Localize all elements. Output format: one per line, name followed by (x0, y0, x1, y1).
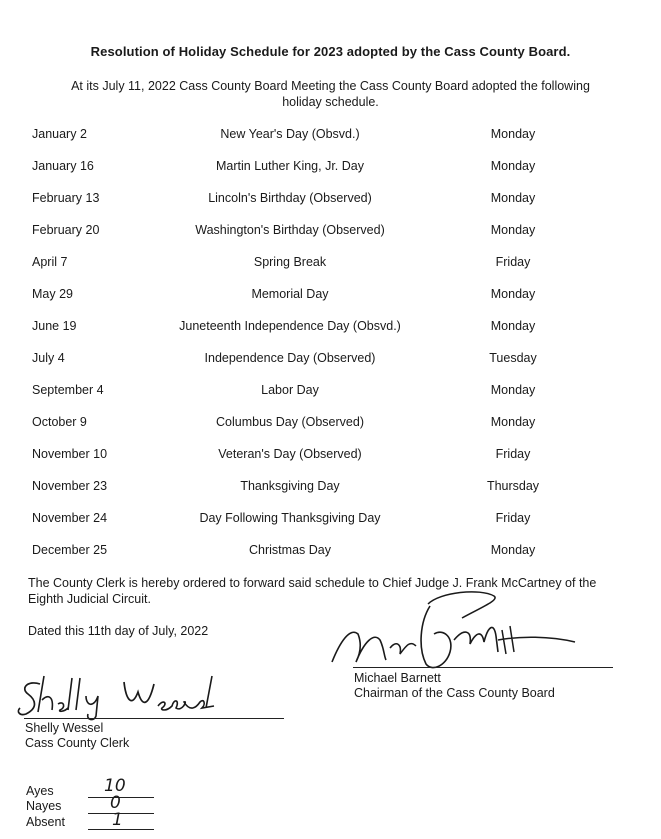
holiday-weekday: Friday (495, 511, 531, 525)
holiday-date: September 4 (32, 383, 104, 397)
holiday-date: January 16 (32, 159, 94, 173)
holiday-weekday: Friday (495, 255, 531, 269)
holiday-weekday: Monday (490, 319, 536, 333)
holiday-name: Martin Luther King, Jr. Day (216, 159, 364, 173)
holiday-name: Columbus Day (Observed) (216, 415, 364, 429)
holiday-weekday: Monday (490, 159, 536, 173)
holiday-row (0, 511, 661, 529)
holiday-weekday: Thursday (486, 479, 540, 493)
holiday-date: December 25 (32, 543, 108, 557)
clerk-name: Shelly Wessel (25, 721, 104, 735)
clerk-signature-line (24, 718, 284, 719)
holiday-name: Lincoln's Birthday (Observed) (208, 191, 372, 205)
holiday-row (0, 479, 661, 497)
chairman-name: Michael Barnett (354, 671, 441, 685)
chairman-signature-line (353, 667, 613, 668)
holiday-weekday: Monday (490, 543, 536, 557)
vote-value-ayes: 10 (104, 776, 126, 796)
holiday-row (0, 191, 661, 209)
vote-line-ayes (88, 797, 154, 798)
holiday-date: November 10 (32, 447, 108, 461)
holiday-row (0, 447, 661, 465)
dated-line: Dated this 11th day of July, 2022 (28, 624, 209, 638)
document-title: Resolution of Holiday Schedule for 2023 adopted by the Cass County Board. (90, 44, 571, 59)
vote-label-ayes: Ayes (26, 784, 54, 798)
vote-label-nayes: Nayes (26, 799, 62, 813)
chairman-title: Chairman of the Cass County Board (354, 686, 555, 700)
chairman-signature (330, 582, 580, 672)
holiday-name: Thanksgiving Day (240, 479, 340, 493)
holiday-name: Veteran's Day (Observed) (218, 447, 362, 461)
holiday-name: Juneteenth Independence Day (Obsvd.) (179, 319, 401, 333)
clerk-title: Cass County Clerk (25, 736, 130, 750)
holiday-name: Day Following Thanksgiving Day (199, 511, 381, 525)
holiday-row (0, 223, 661, 241)
holiday-weekday: Monday (490, 287, 536, 301)
holiday-date: November 24 (32, 511, 108, 525)
holiday-name: Memorial Day (251, 287, 329, 301)
holiday-weekday: Monday (490, 415, 536, 429)
vote-value-absent: 1 (112, 810, 123, 830)
holiday-date: October 9 (32, 415, 87, 429)
holiday-row (0, 383, 661, 401)
holiday-date: May 29 (32, 287, 73, 301)
holiday-name: Independence Day (Observed) (204, 351, 376, 365)
holiday-date: November 23 (32, 479, 108, 493)
clerk-order-paragraph: The County Clerk is hereby ordered to forward said schedule to Chief Judge J. Frank McCartney of the Eighth Judicial Circuit. (28, 576, 597, 606)
holiday-date: April 7 (32, 255, 68, 269)
holiday-row (0, 127, 661, 145)
vote-label-absent: Absent (26, 815, 65, 829)
holiday-weekday: Friday (495, 447, 531, 461)
holiday-weekday: Monday (490, 191, 536, 205)
holiday-date: July 4 (32, 351, 65, 365)
holiday-date: June 19 (32, 319, 77, 333)
holiday-name: Spring Break (253, 255, 327, 269)
holiday-name: New Year's Day (Obsvd.) (220, 127, 360, 141)
holiday-name: Labor Day (261, 383, 319, 397)
holiday-row (0, 415, 661, 433)
holiday-name: Christmas Day (249, 543, 331, 557)
holiday-row (0, 319, 661, 337)
holiday-date: February 13 (32, 191, 100, 205)
holiday-row (0, 255, 661, 273)
vote-value-nayes: 0 (110, 793, 121, 813)
holiday-row (0, 543, 661, 561)
holiday-weekday: Monday (490, 223, 536, 237)
holiday-date: January 2 (32, 127, 87, 141)
holiday-weekday: Monday (490, 383, 536, 397)
intro-paragraph: At its July 11, 2022 Cass County Board Meeting the Cass County Board adopted the following holiday schedule. (71, 79, 590, 109)
clerk-signature (14, 672, 244, 722)
holiday-row (0, 287, 661, 305)
holiday-weekday: Monday (490, 127, 536, 141)
holiday-name: Washington's Birthday (Observed) (195, 223, 385, 237)
holiday-date: February 20 (32, 223, 100, 237)
holiday-row (0, 351, 661, 369)
holiday-row (0, 159, 661, 177)
holiday-weekday: Tuesday (489, 351, 537, 365)
